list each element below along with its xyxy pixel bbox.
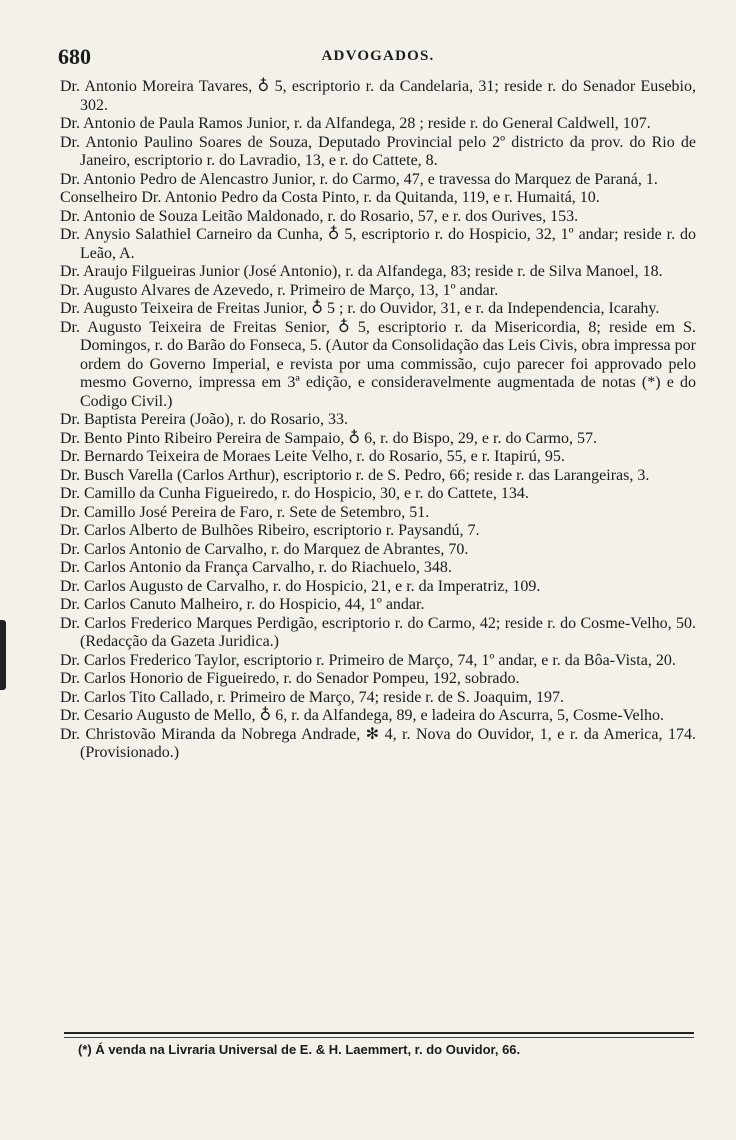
list-item: Dr. Antonio de Paula Ramos Junior, r. da Alfandega, 28 ; reside r. do General Caldwell, 107. bbox=[60, 115, 651, 132]
list-item: Dr. Augusto Teixeira de Freitas Senior, ♁ 5, escriptorio r. da Misericordia, 8; reside em S. Domingos, r. do Barão do Fonseca, 5. (Autor da Consolidação das Leis Civis, obra impressa por ordem do Governo Imperial, e revista por uma commissão, cujo parecer foi approvado pelo mesmo Governo, impressa em 3ª edição, e consideravelmente augmentada de notas (*) e do Codigo Civil.) bbox=[60, 318, 696, 410]
list-item: Dr. Busch Varella (Carlos Arthur), escriptorio r. de S. Pedro, 66; reside r. das Larangeiras, 3. bbox=[60, 466, 650, 484]
list-item: Dr. Carlos Frederico Taylor, escriptorio r. Primeiro de Março, 74, 1º andar, e r. da Bôa-Vista, 20. bbox=[60, 651, 676, 669]
list-item: Dr. Bernardo Teixeira de Moraes Leite Velho, r. do Rosario, 55, e r. Itapirú, 95. bbox=[60, 448, 565, 465]
footnote-divider bbox=[64, 1032, 694, 1034]
list-item: Dr. Augusto Alvares de Azevedo, r. Primeiro de Março, 13, 1º andar. bbox=[60, 281, 499, 299]
list-item: Dr. Carlos Antonio de Carvalho, r. do Marquez de Abrantes, 70. bbox=[60, 540, 469, 558]
footnote-divider-thin bbox=[64, 1037, 694, 1038]
list-item: Dr. Camillo da Cunha Figueiredo, r. do Hospicio, 30, e r. do Cattete, 134. bbox=[60, 485, 529, 502]
list-item: Dr. Carlos Tito Callado, r. Primeiro de Março, 74; reside r. de S. Joaquim, 197. bbox=[60, 688, 564, 706]
list-item: Dr. Augusto Teixeira de Freitas Junior, ♁ 5 ; r. do Ouvidor, 31, e r. da Independencia, Icarahy. bbox=[60, 300, 660, 317]
list-item: Dr. Antonio Paulino Soares de Souza, Deputado Provincial pelo 2º districto da prov. do Rio de Janeiro, escriptorio r. do Lavradio, 13, e r. do Cattete, 8. bbox=[60, 133, 696, 169]
list-item: Dr. Anysio Salathiel Carneiro da Cunha, ♁ 5, escriptorio r. do Hospicio, 32, 1º andar; reside r. do Leão, A. bbox=[60, 226, 696, 262]
list-item: Dr. Bento Pinto Ribeiro Pereira de Sampaio, ♁ 6, r. do Bispo, 29, e r. do Carmo, 57. bbox=[60, 429, 597, 447]
lawyer-list bbox=[60, 78, 696, 763]
page-header bbox=[58, 44, 698, 74]
list-item: Conselheiro Dr. Antonio Pedro da Costa Pinto, r. da Quitanda, 119, e r. Humaitá, 10. bbox=[60, 189, 600, 206]
list-item: Dr. Baptista Pereira (João), r. do Rosario, 33. bbox=[60, 411, 348, 428]
list-item: Dr. Araujo Filgueiras Junior (José Antonio), r. da Alfandega, 83; reside r. de Silva Manoel, 18. bbox=[60, 263, 663, 280]
list-item: Dr. Carlos Augusto de Carvalho, r. do Hospicio, 21, e r. da Imperatriz, 109. bbox=[60, 577, 541, 595]
list-item: Dr. Carlos Antonio da França Carvalho, r. do Riachuelo, 348. bbox=[60, 559, 452, 576]
list-item: Dr. Camillo José Pereira de Faro, r. Sete de Setembro, 51. bbox=[60, 503, 430, 521]
list-item: Dr. Carlos Honorio de Figueiredo, r. do Senador Pompeu, 192, sobrado. bbox=[60, 670, 520, 687]
list-item: Dr. Christovão Miranda da Nobrega Andrade, ✻ 4, r. Nova do Ouvidor, 1, e r. da America, 174. (Provisionado.) bbox=[60, 725, 696, 761]
list-item: Dr. Antonio Pedro de Alencastro Junior, r. do Carmo, 47, e travessa do Marquez de Paraná, 1. bbox=[60, 170, 658, 188]
list-item: Dr. Carlos Alberto de Bulhões Ribeiro, escriptorio r. Paysandú, 7. bbox=[60, 522, 480, 539]
list-item: Dr. Carlos Frederico Marques Perdigão, escriptorio r. do Carmo, 42; reside r. do Cosme-Velho, 50. (Redacção da Gazeta Juridica.) bbox=[60, 614, 696, 650]
running-title: ADVOGADOS. bbox=[321, 48, 435, 64]
list-item: Dr. Antonio de Souza Leitão Maldonado, r. do Rosario, 57, e r. dos Ourives, 153. bbox=[60, 207, 579, 225]
list-item: Dr. Antonio Moreira Tavares, ♁ 5, escriptorio r. da Candelaria, 31; reside r. do Senador Eusebio, 302. bbox=[60, 78, 696, 114]
binding-mark bbox=[0, 620, 6, 690]
list-item: Dr. Carlos Canuto Malheiro, r. do Hospicio, 44, 1º andar. bbox=[60, 596, 425, 613]
list-item: Dr. Cesario Augusto de Mello, ♁ 6, r. da Alfandega, 89, e ladeira do Ascurra, 5, Cosme-Velho. bbox=[60, 707, 665, 724]
page-number: 680 bbox=[58, 44, 91, 69]
footnote: (*) Á venda na Livraria Universal de E. & H. Laemmert, r. do Ouvidor, 66. bbox=[78, 1042, 521, 1057]
